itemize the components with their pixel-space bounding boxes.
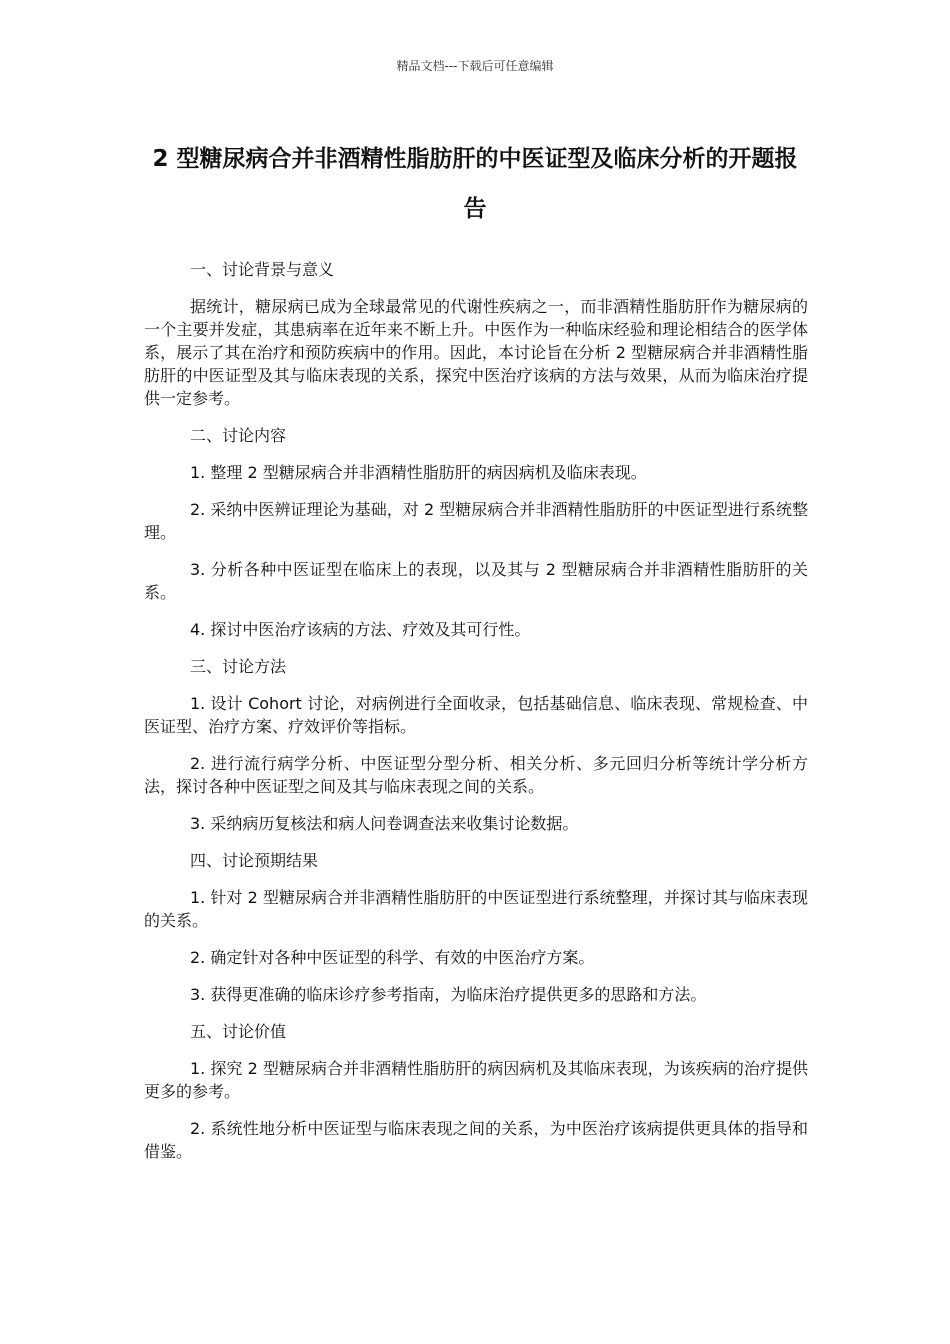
document-header-note: 精品文档---下载后可任意编辑 [396, 59, 554, 73]
list-item: 3. 获得更准确的临床诊疗参考指南，为临床治疗提供更多的思路和方法。 [190, 985, 707, 1004]
list-item: 2. 采纳中医辨证理论为基础，对 2 型糖尿病合并非酒精性脂肪肝的中医证型进行系统整理。 [144, 500, 808, 542]
list-item: 2. 确定针对各种中医证型的科学、有效的中医治疗方案。 [190, 948, 595, 967]
section-background [144, 258, 808, 410]
list-item: 1. 设计 Cohort 讨论，对病例进行全面收录，包括基础信息、临床表现、常规检查、中医证型、治疗方案、疗效评价等指标。 [144, 694, 808, 736]
list-item: 2. 进行流行病学分析、中医证型分型分析、相关分析、多元回归分析等统计学分析方法，探讨各种中医证型之间及其与临床表现之间的关系。 [144, 754, 808, 796]
section-heading: 四、讨论预期结果 [190, 851, 319, 870]
list-item: 3. 采纳病历复核法和病人问卷调查法来收集讨论数据。 [190, 814, 579, 833]
section-heading: 三、讨论方法 [190, 657, 287, 676]
document-body [144, 258, 808, 1177]
list-item: 2. 系统性地分析中医证型与临床表现之间的关系，为中医治疗该病提供更具体的指导和借鉴。 [144, 1119, 808, 1161]
section-content [144, 424, 808, 641]
section-methods [144, 655, 808, 835]
list-item: 1. 探究 2 型糖尿病合并非酒精性脂肪肝的病因病机及其临床表现，为该疾病的治疗提供更多的参考。 [144, 1059, 808, 1101]
document-title: 2 型糖尿病合并非酒精性脂肪肝的中医证型及临床分析的开题报告 [152, 146, 798, 222]
list-item: 1. 针对 2 型糖尿病合并非酒精性脂肪肝的中医证型进行系统整理，并探讨其与临床表现的关系。 [144, 888, 808, 930]
section-heading: 二、讨论内容 [190, 426, 287, 445]
section-value [144, 1020, 808, 1163]
section-heading: 一、讨论背景与意义 [190, 260, 335, 279]
list-item: 3. 分析各种中医证型在临床上的表现，以及其与 2 型糖尿病合并非酒精性脂肪肝的关系。 [144, 560, 808, 602]
list-item: 1. 整理 2 型糖尿病合并非酒精性脂肪肝的病因病机及临床表现。 [190, 463, 647, 482]
list-item: 4. 探讨中医治疗该病的方法、疗效及其可行性。 [190, 620, 531, 639]
section-heading: 五、讨论价值 [190, 1022, 287, 1041]
section-expected-results [144, 849, 808, 1006]
paragraph: 据统计，糖尿病已成为全球最常见的代谢性疾病之一，而非酒精性脂肪肝作为糖尿病的一个主要并发症，其患病率在近年来不断上升。中医作为一种临床经验和理论相结合的医学体系，展示了其在治疗和预防疾病中的作用。因此，本讨论旨在分析 2 型糖尿病合并非酒精性脂肪肝的中医证型及其与临床表现的关系，探究中医治疗该病的方法与效果，从而为临床治疗提供一定参考。 [144, 297, 808, 408]
